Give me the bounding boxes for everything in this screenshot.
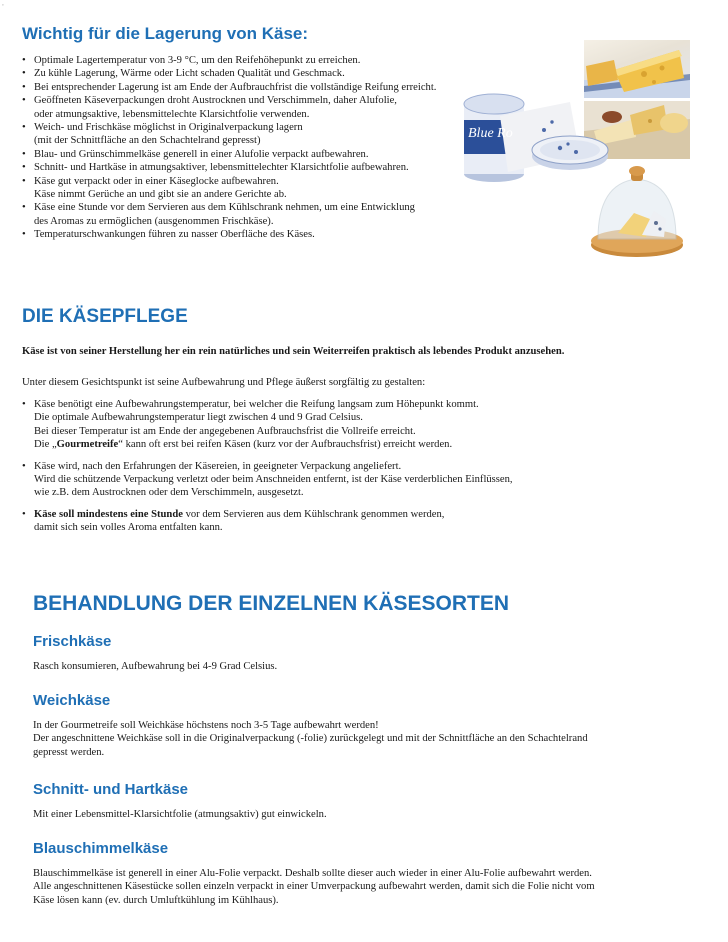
storage-bullet-line: des Aromas zu ermöglichen (ausgenommen Frischkäse). <box>34 215 274 227</box>
blauschimmelkaese-heading: Blauschimmelkäse <box>33 840 169 857</box>
care-intro: Unter diesem Gesichtspunkt ist seine Aufbewahrung und Pflege äußerst sorgfältig zu gestalten: <box>22 377 426 388</box>
blauschimmelkaese-text <box>33 867 723 907</box>
care-text-fragment: “ kann oft erst bei reifen Käsen (kurz vor der Aufbrauchsfrist) erreicht werden. <box>118 439 453 451</box>
care-text-line: Wird die schützende Verpackung verletzt oder beim Anschneiden entfernt, ist der Käse verderblichen Einflüssen, <box>34 474 513 486</box>
box-label: Blue Ro <box>468 126 513 141</box>
care-title: DIE KÄSEPFLEGE <box>22 306 188 327</box>
type-text-line: Käse lösen kann (ev. durch Umluftkühlung im Kühlhaus). <box>33 894 279 906</box>
storage-bullet-line: • Zu kühle Lagerung, Wärme oder Licht schaden Qualität und Geschmack. <box>34 68 345 80</box>
care-bullet-packaging <box>22 460 712 500</box>
type-text-line: gepresst werden. <box>33 746 105 758</box>
care-text-line: Bei dieser Temperatur ist am Ende der angegebenen Aufbrauchsfrist die Vollreife erreicht. <box>34 425 416 437</box>
storage-bullet-line: • Käse gut verpackt oder in einer Käseglocke aufbewahren. <box>34 175 279 187</box>
type-text-line: Der angeschnittene Weichkäse soll in die Originalverpackung (-folie) zurückgelegt und mit der Schnittfläche an den Schachtelrand <box>33 733 588 745</box>
serving-hour-term: Käse soll mindestens eine Stunde <box>34 508 183 520</box>
storage-bullet-line: • Temperaturschwankungen führen zu nasser Oberfläche des Käses. <box>34 229 315 241</box>
care-text-line: • Käse wird, nach den Erfahrungen der Käsereien, in geeigneter Verpackung angeliefert. <box>34 460 402 472</box>
type-text-line: Alle angeschnittenen Käsestücke sollen einzeln verpackt in einer Umverpackung aufbewahrt werden, damit sich die Folie nicht vom <box>33 881 595 893</box>
frischkaese-heading: Frischkäse <box>33 633 112 650</box>
storage-bullet-line: • Käse eine Stunde vor dem Servieren aus dem Kühlschrank nehmen, um eine Entwicklung <box>34 202 415 214</box>
type-text-line: In der Gourmetreife soll Weichkäse höchstens noch 3-5 Tage aufbewahrt werden! <box>33 720 379 731</box>
care-text-fragment: vor dem Servieren aus dem Kühlschrank genommen werden, <box>182 508 445 520</box>
frischkaese-text <box>33 660 723 673</box>
storage-bullet-item <box>22 54 502 67</box>
storage-title: Wichtig für die Lagerung von Käse: <box>22 24 309 43</box>
gourmetreife-term: Gourmetreife <box>56 439 119 451</box>
corner-mark: ¸ <box>2 0 4 6</box>
care-lead: Käse ist von seiner Herstellung her ein rein natürliches und sein Weiterreifen praktisch als lebendes Produkt anzusehen. <box>22 346 565 357</box>
blue-cheese-box-photo <box>460 86 610 186</box>
types-title: BEHANDLUNG DER EINZELNEN KÄSESORTEN <box>33 592 510 615</box>
storage-bullet-line: • Optimale Lagertemperatur von 3-9 °C, um den Reifehöhepunkt zu erreichen. <box>34 55 361 66</box>
storage-bullet-list <box>22 54 502 242</box>
schnitt-hartkaese-text <box>33 808 723 821</box>
storage-bullet-item <box>22 228 502 241</box>
storage-bullet-line: (mit der Schnittfläche an den Schachtelrand gepresst) <box>34 135 261 147</box>
type-text-line: Blauschimmelkäse ist generell in einer Alu-Folie verpackt. Deshalb sollte dieser auch wieder in einer Alu-Folie aufbewahrt werden. <box>33 868 592 879</box>
care-text-line: damit sich sein volles Aroma entfalten kann. <box>34 522 223 534</box>
storage-bullet-item <box>22 161 502 174</box>
storage-bullet-line: oder atmungsaktive, lebensmittelechte Klarsichtfolie verwenden. <box>34 108 310 120</box>
storage-bullet-item <box>22 81 502 94</box>
type-text-line: Rasch konsumieren, Aufbewahrung bei 4-9 Grad Celsius. <box>33 661 278 672</box>
weichkaese-heading: Weichkäse <box>33 692 111 709</box>
type-text-line: Mit einer Lebensmittel-Klarsichtfolie (atmungsaktiv) gut einwickeln. <box>33 809 327 820</box>
storage-bullet-item <box>22 121 502 148</box>
storage-bullet-item <box>22 94 502 121</box>
care-text-fragment: Die „ <box>34 439 57 451</box>
care-gourmet-line <box>34 438 712 451</box>
storage-bullet-line: • Weich- und Frischkäse möglichst in Originalverpackung lagern <box>34 122 303 134</box>
schnitt-hartkaese-heading: Schnitt- und Hartkäse <box>33 781 189 798</box>
care-text-line: • Käse benötigt eine Aufbewahrungstemperatur, bei welcher die Reifung langsam zum Höhepunkt kommt. <box>34 399 479 410</box>
weichkaese-text <box>33 719 723 759</box>
storage-bullet-item <box>22 148 502 161</box>
care-bullet-temperature <box>22 398 712 452</box>
storage-bullet-line: Käse nimmt Gerüche an und gibt sie an andere Gerichte ab. <box>34 189 287 201</box>
storage-bullet-line: • Blau- und Grünschimmelkäse generell in einer Alufolie verpackt aufbewahren. <box>34 148 369 160</box>
storage-bullet-item <box>22 201 502 228</box>
storage-bullet-line: • Bei entsprechender Lagerung ist am Ende der Aufbrauchfrist die vollständige Reifung erreicht. <box>34 81 437 93</box>
care-bullet-list <box>22 398 712 535</box>
storage-bullet-item <box>22 175 502 202</box>
storage-bullet-line: • Schnitt- und Hartkäse in atmungsaktiver, lebensmittelechter Klarsichtfolie aufbewahren. <box>34 162 409 174</box>
storage-bullet-line: • Geöffneten Käseverpackungen droht Austrocknen und Verschimmeln, daher Alufolie, <box>34 95 397 107</box>
care-text-line: wie z.B. dem Austrocknen oder dem Verschimmeln, ausgesetzt. <box>34 487 304 499</box>
care-text-line: Die optimale Aufbewahrungstemperatur liegt zwischen 4 und 9 Grad Celsius. <box>34 412 363 424</box>
storage-bullet-item <box>22 67 502 80</box>
care-bullet-serving <box>22 508 712 535</box>
